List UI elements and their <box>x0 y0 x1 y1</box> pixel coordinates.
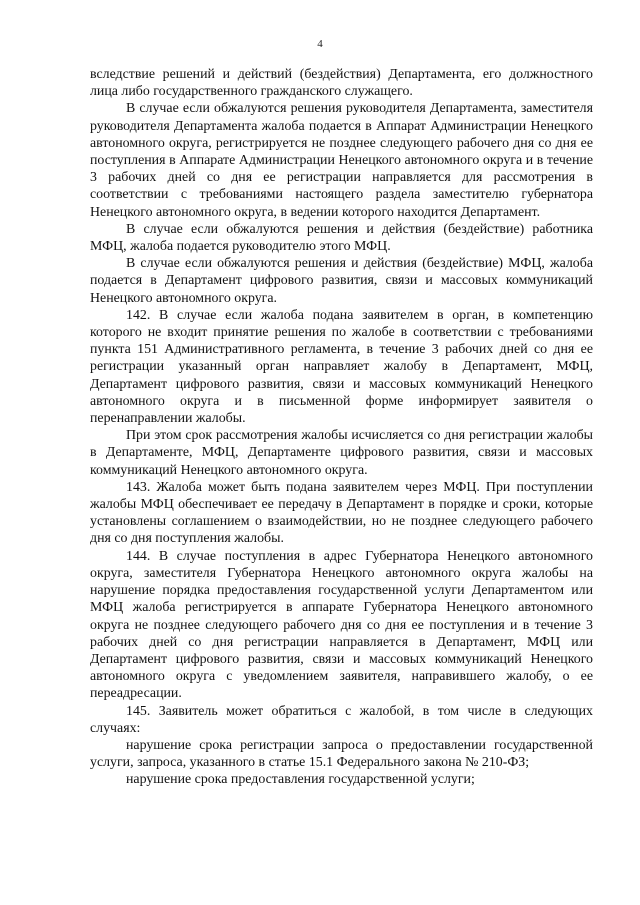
paragraph-mfc-appeal: В случае если обжалуются решения и действия (бездействие) МФЦ, жалоба подается в Департамент цифрового развития, связи и массовых коммуникаций Ненецкого автономного округа. <box>90 256 593 306</box>
list-item-registration-term: нарушение срока регистрации запроса о предоставлении государственной услуги, запроса, указанного в статье 15.1 Федерального закона № 210-ФЗ; <box>90 737 593 771</box>
document-body <box>90 66 593 789</box>
paragraph-142-term: При этом срок рассмотрения жалобы исчисляется со дня регистрации жалобы в Департаменте, МФЦ, Департаменте цифрового развития, связи и массовых коммуникаций Ненецкого автономного округа. <box>90 428 593 478</box>
paragraph-145: 145. Заявитель может обратиться с жалобой, в том числе в следующих случаях: <box>90 703 593 736</box>
paragraph-144: 144. В случае поступления в адрес Губернатора Ненецкого автономного округа, заместителя Губернатора Ненецкого автономного округа жалобы на нарушение порядка предоставления государственной услуги Департаментом или МФЦ жалоба регистрируется в аппарате Губернатора Ненецкого автономного округа не позднее следующего рабочего дня со дня ее поступления и в течение 3 рабочих дней со дня регистрации направляется в Департамент, МФЦ или Департамент цифрового развития, связи и массовых коммуникаций Ненецкого автономного округа с уведомлением заявителя, направившего жалобу, о ее переадресации. <box>90 548 593 702</box>
paragraph-continuation: вследствие решений и действий (бездействия) Департамента, его должностного лица либо государственного гражданского служащего. <box>90 67 593 100</box>
paragraph-142: 142. В случае если жалоба подана заявителем в орган, в компетенцию которого не входит принятие решения по жалобе в соответствии с требованиями пункта 151 Административного регламента, в течение 3 рабочих дней со дня ее регистрации указанный орган направляет жалобу в Департамент, МФЦ, Департамент цифрового развития, связи и массовых коммуникаций Ненецкого автономного округа и в письменной форме информирует заявителя о перенаправлении жалобы. <box>90 307 593 427</box>
paragraph-mfc-worker-appeal: В случае если обжалуются решения и действия (бездействие) работника МФЦ, жалоба подается руководителю этого МФЦ. <box>90 221 593 255</box>
list-item-service-term: нарушение срока предоставления государственной услуги; <box>126 772 475 788</box>
page-number: 4 <box>317 38 323 50</box>
paragraph-director-appeal: В случае если обжалуются решения руководителя Департамента, заместителя руководителя Департамента жалоба подается в Аппарат Администрации Ненецкого автономного округа, регистрируется не позднее следующего рабочего дня со дня ее поступления в Аппарате Администрации Ненецкого автономного округа и в течение 3 рабочих дней со дня ее регистрации направляется для рассмотрения в соответствии с требованиями настоящего раздела заместителю губернатора Ненецкого автономного округа, в ведении которого находится Департамент. <box>90 101 593 220</box>
paragraph-143: 143. Жалоба может быть подана заявителем через МФЦ. При поступлении жалобы МФЦ обеспечивает ее передачу в Департамент в порядке и сроки, которые установлены соглашением о взаимодействии, но не позднее следующего рабочего дня со дня поступления жалобы. <box>90 479 593 547</box>
